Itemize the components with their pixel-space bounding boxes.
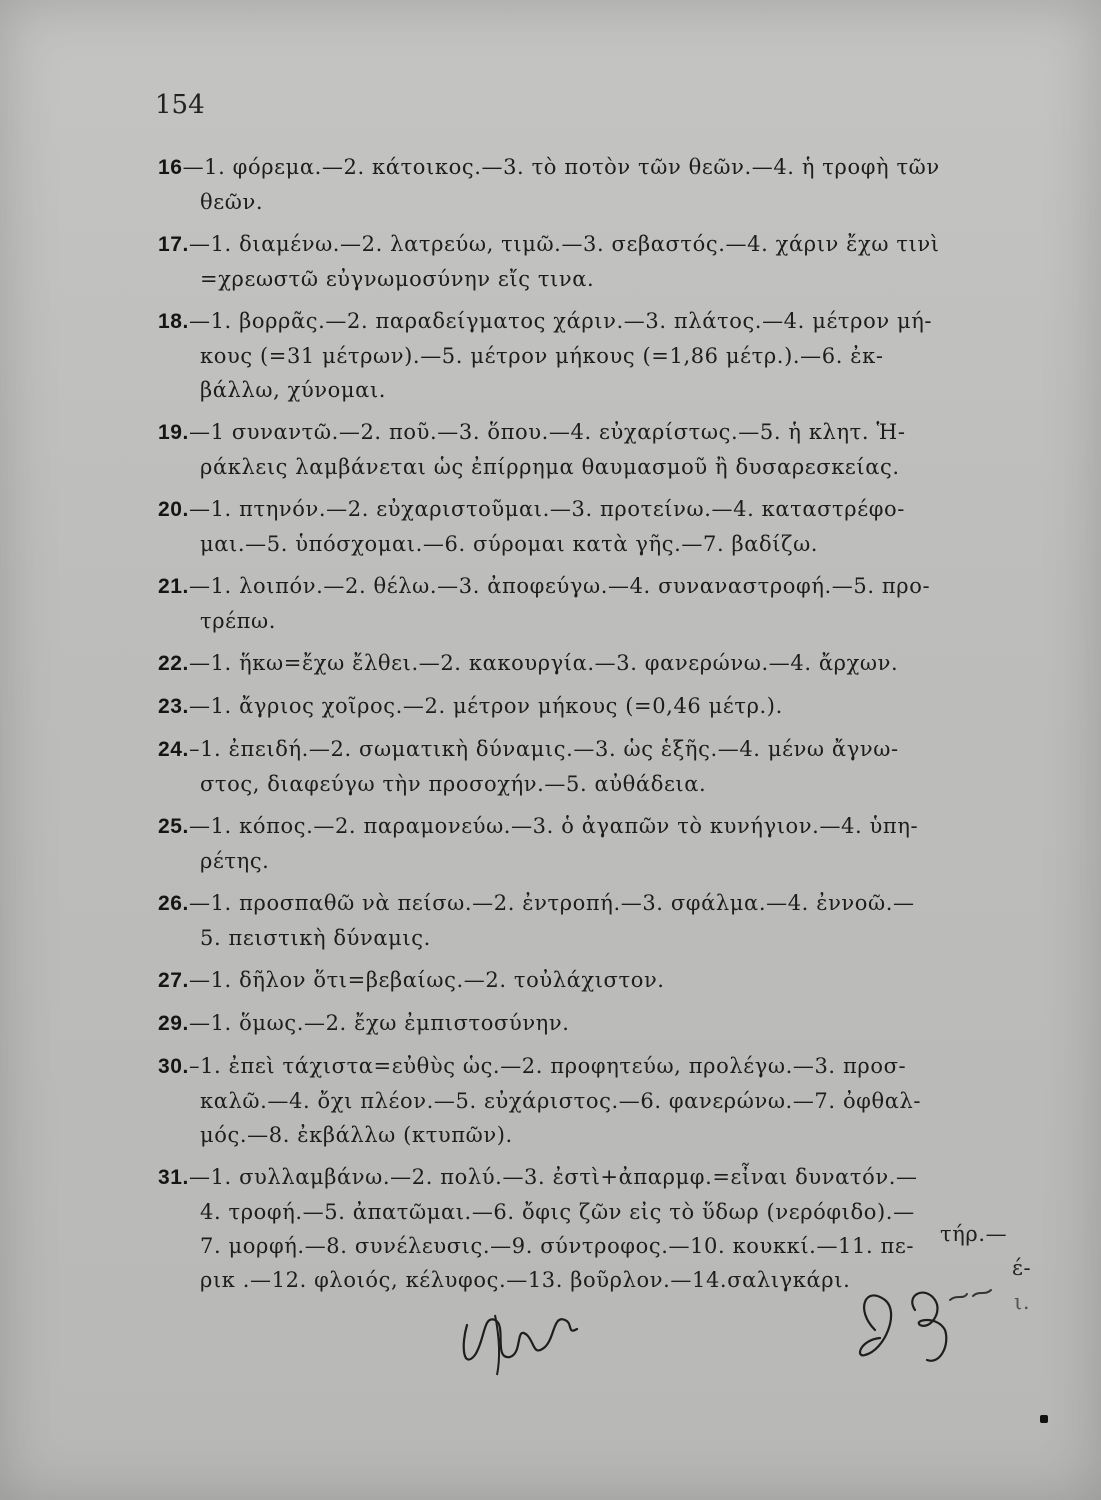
entry-first-line	[158, 886, 1038, 921]
entry-number: 18.	[158, 310, 189, 333]
fragment-text: ι.	[1014, 1290, 1031, 1314]
entry-text: καλῶ.—4. ὄχι πλέον.—5. εὐχάριστος.—6. φανερώνω.—7. ὀφθαλ-	[200, 1089, 922, 1113]
entry-first-line	[158, 732, 1038, 767]
entry-continuation-line	[158, 527, 1038, 561]
entry-first-line	[158, 415, 1038, 450]
entry-text: μός.—8. ἐκβάλλω (κτυπῶν).	[200, 1123, 513, 1147]
entry-text: 7. μορφή.—8. συνέλευσις.—9. σύντροφος.—10. κουκκί.—11. πε-	[200, 1234, 915, 1258]
entry-27	[158, 963, 1038, 998]
entry-first-line	[158, 492, 1038, 527]
entry-continuation-line	[158, 339, 1038, 373]
entry-26	[158, 886, 1038, 955]
entry-text: θεῶν.	[200, 190, 264, 214]
entry-17	[158, 227, 1038, 296]
entry-first-line	[158, 646, 1038, 681]
entry-continuation-line	[158, 1229, 1038, 1263]
entry-continuation-line	[158, 604, 1038, 638]
entry-first-line	[158, 304, 1038, 339]
entry-number: 25.	[158, 815, 189, 838]
entry-23	[158, 689, 1038, 724]
entry-text: μαι.—5. ὑπόσχομαι.—6. σύρομαι κατὰ γῆς.—7. βαδίζω.	[200, 532, 819, 556]
entry-first-line	[158, 569, 1038, 604]
entry-text: τρέπω.	[200, 609, 277, 633]
entry-number: 26.	[158, 892, 189, 915]
entry-text: –1. ἐπεὶ τάχιστα=εὐθὺς ὡς.—2. προφητεύω, προλέγω.—3. προσ-	[189, 1054, 907, 1078]
entry-continuation-line	[158, 373, 1038, 407]
entry-text: —1. προσπαθῶ νὰ πείσω.—2. ἐντροπή.—3. σφάλμα.—4. ἐννοῶ.—	[189, 891, 915, 915]
fragment-text: έ-	[1012, 1256, 1032, 1280]
entry-continuation-line	[158, 767, 1038, 801]
entry-text: 4. τροφή.—5. ἀπατῶμαι.—6. ὄφις ζῶν εἰς τὸ ὕδωρ (νερόφιδο).—	[200, 1200, 915, 1224]
entry-first-line	[158, 689, 1038, 724]
entry-continuation-line	[158, 185, 1038, 219]
entry-text: =χρεωστῶ εὐγνωμοσύνην εἴς τινα.	[200, 267, 595, 291]
entry-first-line	[158, 963, 1038, 998]
entry-text: –1. ἐπειδή.—2. σωματικὴ δύναμις.—3. ὡς ἑξῆς.—4. μένω ἄγνω-	[189, 737, 899, 761]
entry-continuation-line	[158, 844, 1038, 878]
entry-number: 30.	[158, 1055, 189, 1078]
handwritten-signature-left	[455, 1285, 585, 1385]
entry-continuation-line	[158, 921, 1038, 955]
entry-text: —1 συναντῶ.—2. ποῦ.—3. ὅπου.—4. εὐχαρίστως.—5. ἡ κλητ. Ἡ-	[189, 420, 906, 444]
entry-text: —1. κόπος.—2. παραμονεύω.—3. ὁ ἀγαπῶν τὸ κυνήγιον.—4. ὑπη-	[189, 814, 919, 838]
entry-text: —1. διαμένω.—2. λατρεύω, τιμῶ.—3. σεβαστός.—4. χάριν ἔχω τινὶ	[189, 232, 940, 256]
entry-text: βάλλω, χύνομαι.	[200, 378, 387, 402]
entry-text: —1. ἄγριος χοῖρος.—2. μέτρον μήκους (=0,46 μέτρ.).	[189, 694, 783, 718]
entry-text: ράκλεις λαμβάνεται ὡς ἐπίρρημα θαυμασμοῦ ἢ δυσαρεσκείας.	[200, 455, 900, 479]
entry-text: 5. πειστικὴ δύναμις.	[200, 926, 431, 950]
entry-continuation-line	[158, 1084, 1038, 1118]
entry-18	[158, 304, 1038, 407]
entry-number: 27.	[158, 969, 189, 992]
entry-text: κους (=31 μέτρων).—5. μέτρον μήκους (=1,86 μέτρ.).—6. ἐκ-	[200, 344, 884, 368]
entry-first-line	[158, 227, 1038, 262]
entry-29	[158, 1006, 1038, 1041]
entry-number: 29.	[158, 1012, 189, 1035]
entry-number: 16	[158, 156, 183, 179]
entry-first-line	[158, 150, 1038, 185]
entry-text: —1. δῆλον ὅτι=βεβαίως.—2. τοὐλάχιστον.	[189, 968, 665, 992]
entry-first-line	[158, 1160, 1038, 1195]
entry-number: 20.	[158, 498, 189, 521]
entry-text: —1. ὅμως.—2. ἔχω ἐμπιστοσύνην.	[189, 1011, 570, 1035]
entry-number: 17.	[158, 233, 189, 256]
entry-text: —1. συλλαμβάνω.—2. πολύ.—3. ἐστὶ+ἀπαρμφ.=εἶναι δυνατόν.—	[189, 1165, 918, 1189]
entry-text: —1. λοιπόν.—2. θέλω.—3. ἀποφεύγω.—4. συναναστροφή.—5. προ-	[189, 574, 931, 598]
entry-first-line	[158, 1049, 1038, 1084]
entry-16	[158, 150, 1038, 219]
entry-continuation-line	[158, 1118, 1038, 1152]
entry-text: —1. βορρᾶς.—2. παραδείγματος χάριν.—3. πλάτος.—4. μέτρον μή-	[189, 309, 933, 333]
entry-number: 24.	[158, 738, 189, 761]
ink-spot	[1040, 1415, 1048, 1423]
entry-text: ρέτης.	[200, 849, 270, 873]
entry-22	[158, 646, 1038, 681]
entry-text: στος, διαφεύγω τὴν προσοχήν.—5. αὐθάδεια.	[200, 772, 707, 796]
entry-number: 31.	[158, 1166, 189, 1189]
entry-first-line	[158, 1006, 1038, 1041]
entry-19	[158, 415, 1038, 484]
entry-first-line	[158, 809, 1038, 844]
entry-number: 23.	[158, 695, 189, 718]
handwritten-signature-right	[845, 1270, 1015, 1380]
page-number: 154	[155, 90, 205, 120]
entry-21	[158, 569, 1038, 638]
entries-list	[158, 150, 1038, 1305]
entry-continuation-line	[158, 262, 1038, 296]
entry-number: 22.	[158, 652, 189, 675]
entry-text: —1. φόρεμα.—2. κάτοικος.—3. τὸ ποτὸν τῶν θεῶν.—4. ἡ τροφὴ τῶν	[182, 155, 940, 179]
entry-30	[158, 1049, 1038, 1152]
entry-text: ρικ .—12. φλοιός, κέλυφος.—13. βοῦρλον.—14.σαλιγκάρι.	[200, 1268, 851, 1292]
entry-text: —1. πτηνόν.—2. εὐχαριστοῦμαι.—3. προτείνω.—4. καταστρέφο-	[189, 497, 905, 521]
entry-20	[158, 492, 1038, 561]
entry-text: —1. ἥκω=ἔχω ἔλθει.—2. κακουργία.—3. φανερώνω.—4. ἄρχων.	[189, 651, 899, 675]
fragment-text: τήρ.—	[940, 1222, 1008, 1246]
entry-number: 21.	[158, 575, 189, 598]
entry-number: 19.	[158, 421, 189, 444]
entry-continuation-line	[158, 450, 1038, 484]
entry-continuation-line	[158, 1195, 1038, 1229]
entry-24	[158, 732, 1038, 801]
entry-25	[158, 809, 1038, 878]
